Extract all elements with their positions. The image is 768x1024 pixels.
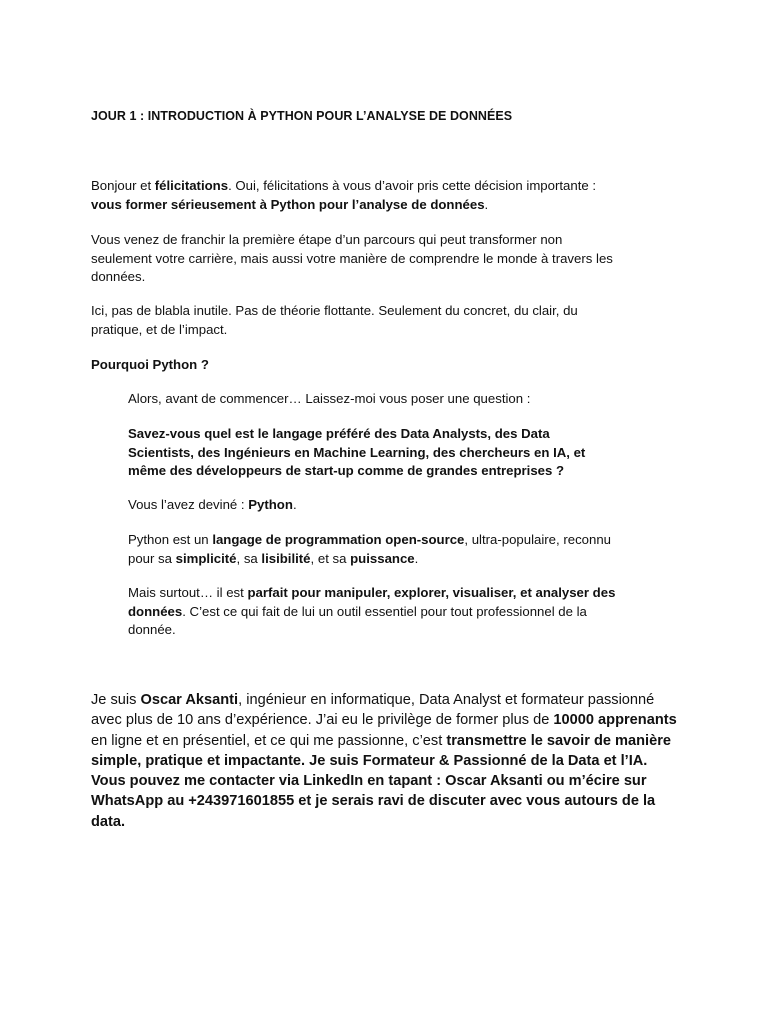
answer-guess: Vous l’avez deviné : Python. — [128, 497, 297, 512]
paragraph-first-step: Vous venez de franchir la première étape d’un parcours qui peut transformer non seulement votre carrière, mais aussi votre manière de comprendre le monde à travers les données. — [91, 232, 613, 285]
paragraph-greeting: Bonjour et félicitations. Oui, félicitations à vous d’avoir pris cette décision importante : vous former sérieusement à Python pour l’analyse de données. — [91, 178, 597, 212]
section-heading: Pourquoi Python ? — [91, 357, 209, 372]
python-for-data: Mais surtout… il est parfait pour manipuler, explorer, visualiser, et analyser des données. C’est ce qui fait de lui un outil essentiel pour tout professionnel de la donnée. — [128, 585, 616, 638]
question-text: Savez-vous quel est le langage préféré des Data Analysts, des Data Scientists, des Ingénieurs en Machine Learning, des chercheurs en IA, et même des développeurs de start-up comme de grandes entreprises ? — [128, 426, 586, 479]
author-bio: Je suis Oscar Aksanti, ingénieur en informatique, Data Analyst et formateur passionné avec plus de 10 ans d’expérience. J’ai eu le privilège de former plus de 10000 apprenants en ligne et en présentiel, et ce qui me passionne, c’est transmettre le savoir de manière simple, pratique et impactante. Je suis Formateur & Passionné de la Data et l’IA. Vous pouvez me contacter via LinkedIn en tapant : Oscar Aksanti ou m’écire sur WhatsApp au +243971601855 et je serais ravi de discuter avec vous autours de la data. — [91, 692, 677, 830]
python-description: Python est un langage de programmation open-source, ultra-populaire, reconnu pour sa simplicité, sa lisibilité, et sa puissance. — [128, 532, 612, 566]
document-title: JOUR 1 : INTRODUCTION À PYTHON POUR L’ANALYSE DE DONNÉES — [91, 109, 513, 123]
paragraph-no-blabla: Ici, pas de blabla inutile. Pas de théorie flottante. Seulement du concret, du clair, du pratique, et de l’impact. — [91, 303, 578, 337]
question-intro: Alors, avant de commencer… Laissez-moi vous poser une question : — [128, 391, 531, 406]
